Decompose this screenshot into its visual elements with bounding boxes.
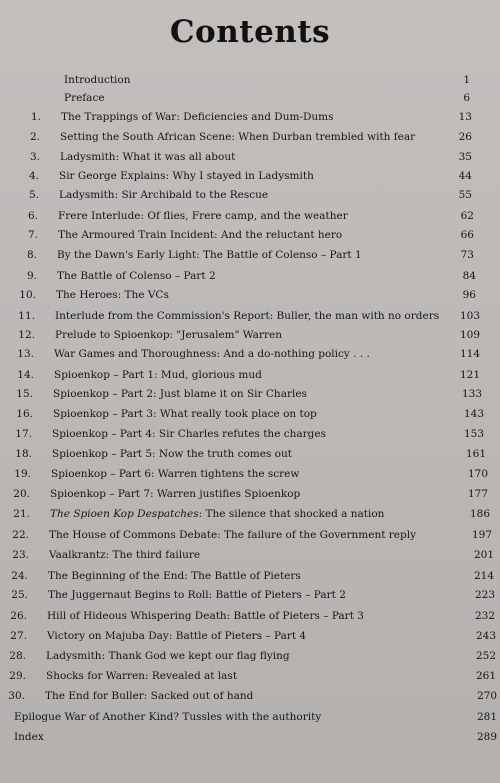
toc-entry (0, 245, 500, 265)
toc-entry (0, 70, 500, 90)
page-number: 143 (463, 408, 484, 420)
page-number: 6 (463, 92, 470, 104)
page-number: 161 (465, 448, 486, 460)
page-number: 44 (458, 170, 472, 182)
toc-entry (0, 626, 500, 646)
chapter-number: 28. (9, 650, 26, 662)
toc-entry (0, 344, 500, 364)
chapter-title: Victory on Majuba Day: Battle of Pieters – Part 4 (47, 630, 307, 642)
chapter-title: Spioenkop – Part 3: What really took place on top (53, 408, 317, 420)
chapter-title: The Heroes: The VCs (56, 289, 169, 301)
chapter-title: Setting the South African Scene: When Durban trembled with fear (60, 131, 416, 143)
chapter-number: 23. (12, 549, 29, 561)
toc-entry (0, 107, 500, 127)
chapter-number: 26. (10, 610, 27, 622)
chapter-number: 12. (18, 329, 35, 341)
chapter-title: Spioenkop – Part 2: Just blame it on Sir Charles (53, 388, 307, 400)
toc-entry (0, 707, 500, 727)
toc-entry (0, 88, 500, 108)
toc-entry (0, 686, 500, 706)
page-number: 232 (474, 610, 495, 622)
toc-entry (0, 404, 500, 424)
toc-entry (0, 646, 500, 666)
chapter-number: 15. (16, 388, 33, 400)
chapter-number: 22. (12, 529, 29, 541)
page-number: 252 (475, 650, 496, 662)
page-number: 170 (467, 468, 488, 480)
chapter-number: 8. (26, 249, 37, 261)
chapter-title: The House of Commons Debate: The failure of the Government reply (49, 529, 417, 541)
page-number: 133 (461, 388, 482, 400)
chapter-title: Spioenkop – Part 1: Mud, glorious mud (54, 369, 262, 381)
chapter-title: By the Dawn's Early Light: The Battle of Colenso – Part 1 (57, 249, 362, 261)
page-number: 281 (476, 711, 497, 723)
toc-entry (0, 147, 500, 167)
chapter-title: The End for Buller: Sacked out of hand (45, 690, 254, 702)
chapter-number: 17. (15, 428, 32, 440)
chapter-title: Spioenkop – Part 5: Now the truth comes out (52, 448, 292, 460)
page-number: 84 (462, 270, 476, 282)
toc-entry (0, 525, 500, 545)
chapter-number: 9. (26, 270, 37, 282)
chapter-title-rest: : The silence that shocked a nation (198, 508, 385, 520)
toc-entry (0, 127, 500, 147)
page-number: 121 (459, 369, 480, 381)
chapter-title: Ladysmith: What it was all about (60, 151, 236, 163)
chapter-title (50, 504, 384, 524)
chapter-title: The Beginning of the End: The Battle of Pieters (48, 570, 301, 582)
toc-entry (0, 206, 500, 226)
chapter-title: Shocks for Warren: Revealed at last (46, 670, 238, 682)
chapter-title: The Juggernaut Begins to Roll: Battle of Pieters – Part 2 (48, 589, 346, 601)
chapter-number: 1. (30, 111, 41, 123)
chapter-number: 29. (9, 670, 26, 682)
chapter-title: Hill of Hideous Whispering Death: Battle of Pieters – Part 3 (47, 610, 364, 622)
toc-entry (0, 504, 500, 524)
page-number: 243 (475, 630, 496, 642)
chapter-title: Interlude from the Commission's Report: Buller, the man with no orders (55, 310, 440, 322)
toc-entry (0, 185, 500, 205)
toc-entry (0, 585, 500, 605)
chapter-number: 7. (27, 229, 38, 241)
chapter-number: 2. (29, 131, 40, 143)
page-number: 186 (469, 508, 490, 520)
toc-entry (0, 384, 500, 404)
chapter-title: The Armoured Train Incident: And the reluctant hero (58, 229, 343, 241)
toc-entry (0, 444, 500, 464)
page-number: 35 (458, 151, 472, 163)
chapter-title: Prelude to Spioenkop: "Jerusalem" Warren (55, 329, 282, 341)
toc-entry (0, 606, 500, 626)
toc-entry (0, 365, 500, 385)
page-number: 13 (458, 111, 472, 123)
toc-entry (0, 727, 500, 747)
toc-entry (0, 285, 500, 305)
toc-entry (0, 464, 500, 484)
page-number: 1 (463, 74, 470, 86)
page-number: 153 (463, 428, 484, 440)
page-number: 103 (459, 310, 480, 322)
toc-entry (0, 266, 500, 286)
page-number: 96 (462, 289, 476, 301)
page-number: 261 (475, 670, 496, 682)
chapter-number: 30. (8, 690, 25, 702)
chapter-title: Spioenkop – Part 6: Warren tightens the screw (51, 468, 300, 480)
chapter-title: Preface (64, 92, 105, 104)
toc-entry (0, 424, 500, 444)
chapter-title-italic: The Spioen Kop Despatches (50, 508, 199, 520)
chapter-number: 16. (16, 408, 33, 420)
chapter-number: 21. (13, 508, 30, 520)
chapter-number: 13. (17, 348, 34, 360)
chapter-title: Sir George Explains: Why I stayed in Ladysmith (59, 170, 314, 182)
page-number: 66 (460, 229, 474, 241)
chapter-title: The Trappings of War: Deficiencies and Dum-Dums (61, 111, 334, 123)
chapter-title: Index (14, 731, 44, 743)
toc-entry (0, 484, 500, 504)
chapter-title: Frere Interlude: Of flies, Frere camp, and the weather (58, 210, 348, 222)
toc-entry (0, 166, 500, 186)
chapter-title: War Games and Thoroughness: And a do-nothing policy . . . (54, 348, 370, 360)
chapter-title: Ladysmith: Sir Archibald to the Rescue (59, 189, 269, 201)
chapter-number: 11. (18, 310, 35, 322)
toc-entry (0, 566, 500, 586)
chapter-title: Vaalkrantz: The third failure (49, 549, 201, 561)
chapter-number: 24. (11, 570, 28, 582)
toc-entry (0, 225, 500, 245)
toc-entry (0, 666, 500, 686)
page-number: 289 (476, 731, 497, 743)
chapter-title: Epilogue War of Another Kind? Tussles with the authority (14, 711, 322, 723)
page-title: Contents (169, 14, 331, 50)
chapter-number: 10. (19, 289, 36, 301)
chapter-title: Introduction (64, 74, 131, 86)
page-number: 201 (473, 549, 494, 561)
chapter-number: 20. (13, 488, 30, 500)
toc-entry (0, 325, 500, 345)
toc-entry (0, 545, 500, 565)
page-number: 223 (474, 589, 495, 601)
chapter-number: 4. (28, 170, 39, 182)
chapter-title: Ladysmith: Thank God we kept our flag flying (46, 650, 290, 662)
page-number: 73 (460, 249, 474, 261)
chapter-number: 19. (14, 468, 31, 480)
page-number: 114 (459, 348, 480, 360)
chapter-number: 3. (29, 151, 40, 163)
page-number: 109 (459, 329, 480, 341)
table-of-contents (0, 70, 500, 780)
chapter-title: Spioenkop – Part 4: Sir Charles refutes the charges (52, 428, 326, 440)
page-number: 177 (467, 488, 488, 500)
chapter-number: 5. (28, 189, 39, 201)
page-number: 197 (471, 529, 492, 541)
page-number: 26 (458, 131, 472, 143)
chapter-title: Spioenkop – Part 7: Warren justifies Spioenkop (50, 488, 301, 500)
page-number: 55 (458, 189, 472, 201)
page-number: 62 (460, 210, 474, 222)
chapter-number: 27. (10, 630, 27, 642)
chapter-number: 25. (11, 589, 28, 601)
page-number: 214 (473, 570, 494, 582)
page-number: 270 (476, 690, 497, 702)
chapter-number: 14. (17, 369, 34, 381)
chapter-number: 18. (15, 448, 32, 460)
toc-entry (0, 306, 500, 326)
chapter-title: The Battle of Colenso – Part 2 (57, 270, 216, 282)
chapter-number: 6. (27, 210, 38, 222)
